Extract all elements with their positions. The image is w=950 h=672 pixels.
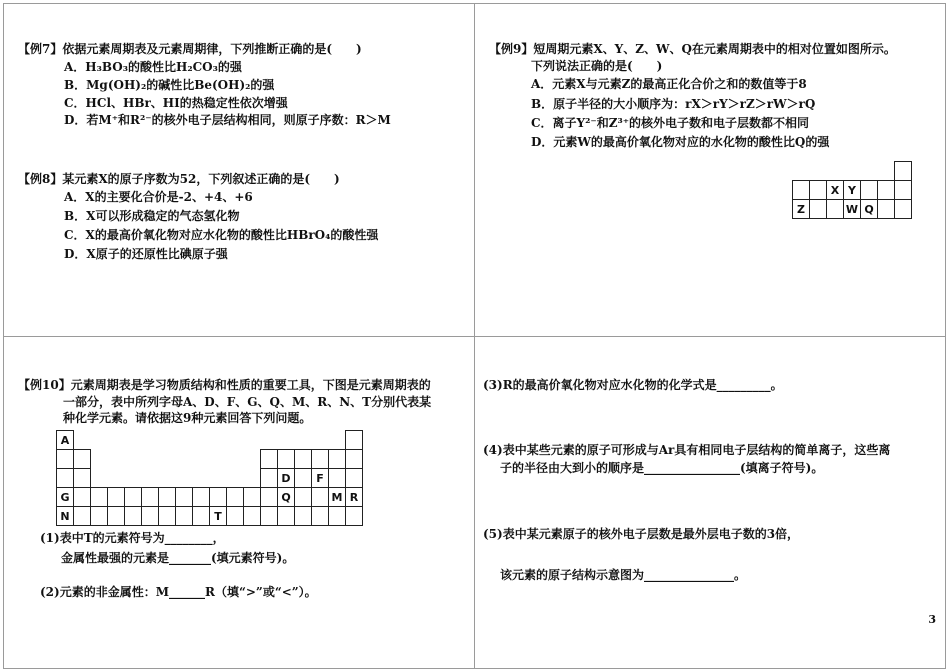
q10-cell-r: R [346, 488, 363, 507]
q7-option-c: C．HCl、HBr、HI的热稳定性依次增强 [64, 96, 288, 110]
q10-periodic-table [56, 430, 363, 526]
q9-option-d: D．元素W的最高价氧化物对应的水化物的酸性比Q的强 [531, 135, 830, 149]
q7-option-b: B．Mg(OH)₂的碱性比Be(OH)₂的强 [64, 78, 275, 92]
q10-cell-g: G [57, 488, 74, 507]
q9-stem-line1: 【例9】短周期元素X、Y、Z、W、Q在元素周期表中的相对位置如图所示。 [489, 42, 896, 56]
q7-stem: 【例7】依据元素周期表及元素周期律，下列推断正确的是( ) [18, 42, 362, 56]
q10-cell-n: N [57, 507, 74, 526]
q9-cell-z: Z [793, 200, 810, 219]
q10-stem-line3: 种化学元素。请依据这9种元素回答下列问题。 [63, 411, 312, 425]
q8-option-c: C．X的最高价氧化物对应水化物的酸性比HBrO₄的酸性强 [64, 228, 379, 242]
q10-cell-a: A [57, 431, 74, 450]
q10-part2: (2)元素的非金属性：M______R（填“>”或“<”）。 [40, 585, 317, 599]
q9-cell-q: Q [861, 200, 878, 219]
q8-stem: 【例8】某元素X的原子序数为52，下列叙述正确的是( ) [18, 172, 340, 186]
q9-cell-x: X [827, 181, 844, 200]
page-number: 3 [928, 613, 936, 626]
q9-cell-y: Y [844, 181, 861, 200]
q9-cell-w: W [844, 200, 861, 219]
q9-periodic-table [792, 161, 912, 219]
q10-cell-d: D [278, 469, 295, 488]
q8-option-d: D．X原子的还原性比碘原子强 [64, 247, 228, 261]
q10-part4-line1: (4)表中某些元素的原子可形成与Ar具有相同电子层结构的简单离子，这些离 [483, 443, 891, 457]
q10-part1-line1: (1)表中T的元素符号为________， [40, 531, 225, 545]
q10-part5-line1: (5)表中某元素原子的核外电子层数是最外层电子数的3倍， [483, 527, 800, 541]
q7-option-a: A．H₃BO₃的酸性比H₂CO₃的强 [64, 60, 242, 74]
q10-cell-t: T [210, 507, 227, 526]
q9-option-c: C．离子Y²⁻和Z³⁺的核外电子数和电子层数都不相同 [531, 116, 810, 130]
q10-part3: (3)R的最高价氧化物对应水化物的化学式是_________。 [483, 378, 783, 392]
q10-stem-line2: 一部分，表中所列字母A、D、F、G、Q、M、R、N、T分别代表某 [63, 395, 432, 409]
q9-cell-empty [895, 162, 912, 181]
q10-stem-line1: 【例10】元素周期表是学习物质结构和性质的重要工具，下图是元素周期表的 [18, 378, 431, 392]
q10-part1-line2: 金属性最强的元素是_______(填元素符号)。 [61, 551, 295, 565]
q9-option-a: A．元素X与元素Z的最高正化合价之和的数值等于8 [531, 77, 807, 91]
q7-option-d: D．若M⁺和R²⁻的核外电子层结构相同，则原子序数：R＞M [64, 113, 391, 127]
q9-stem-line2: 下列说法正确的是( ) [531, 59, 663, 73]
q8-option-b: B．X可以形成稳定的气态氢化物 [64, 209, 240, 223]
q10-part5-line2: 该元素的原子结构示意图为_______________。 [500, 568, 747, 582]
q10-part4-line2: 子的半径由大到小的顺序是________________(填离子符号)。 [500, 461, 824, 475]
q8-option-a: A．X的主要化合价是-2、+4、+6 [64, 190, 253, 204]
q10-cell-f: F [312, 469, 329, 488]
q10-cell-m: M [329, 488, 346, 507]
q9-option-b: B．原子半径的大小顺序为：rX＞rY＞rZ＞rW＞rQ [531, 97, 816, 111]
q10-cell-q: Q [278, 488, 295, 507]
